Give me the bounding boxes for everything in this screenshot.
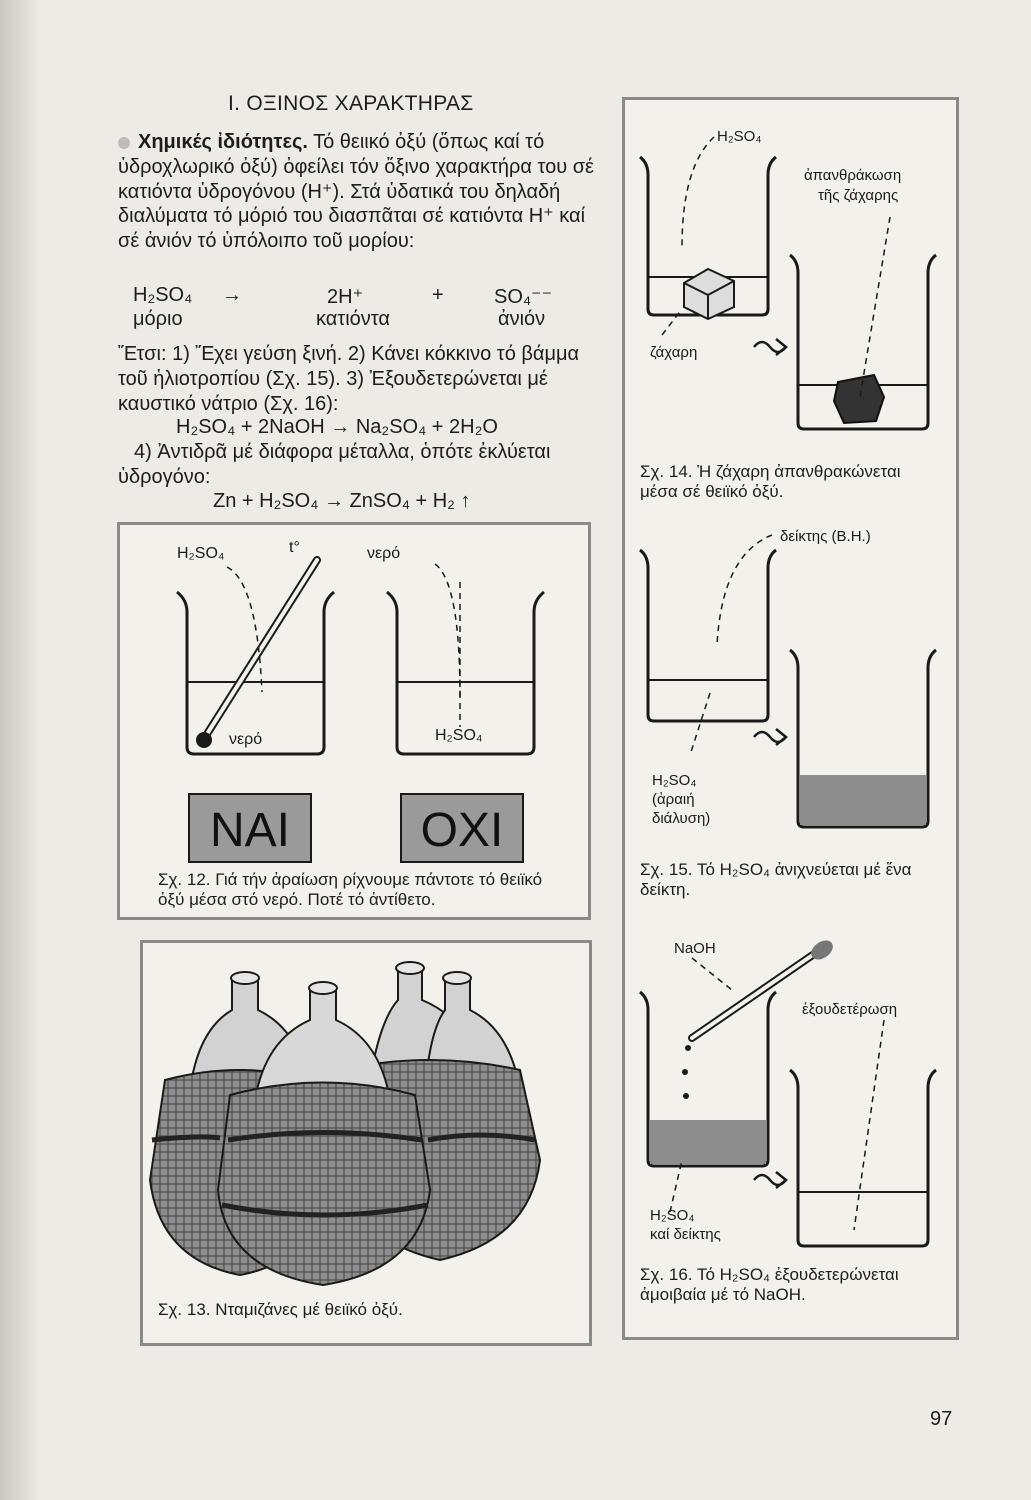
fig12-label-acid-bottom: H₂SO₄: [435, 727, 483, 744]
drop-icon: [683, 1093, 689, 1099]
figure-14-drawing: [622, 97, 959, 497]
chem-props-intro: Τό θειικό ὀξύ (ὅπως καί τό ὑδροχλωρικό ὀξύ) ὀφείλει τόν ὄξινο χαρακτήρα του σέ κατιόντα ὑδρογόνου (H⁺). Στά ὑδατικά του δηλαδή διαλύματα τό μόριό του διασπᾶται σέ κατιόντα H⁺ καί σέ ἀνιόν τό ὑπόλοιπο τοῦ μορίου:: [118, 131, 594, 253]
fig12-caption: Σχ. 12. Γιά τήν ἀραίωση ρίχνουμε πάντοτε τό θειϊκό ὀξύ μέσα στό νερό. Ποτέ τό ἀντίθετο.: [158, 870, 543, 909]
dissociation-reactant: H₂SO₄: [133, 284, 193, 306]
section-title: Ι. ΟΞΙΝΟΣ ΧΑΡΑΚΤΗΡΑΣ: [228, 92, 474, 115]
metals-paragraph: [118, 440, 608, 490]
fig16-colored-solution: [650, 1120, 766, 1164]
figure-13-drawing: [140, 940, 592, 1346]
sign-no-text: ΟΧΙ: [420, 804, 504, 857]
chem-props-paragraph: [118, 130, 608, 254]
fig16-label-acid: H₂SO₄: [650, 1207, 695, 1224]
fig13-caption: Σχ. 13. Νταμιζάνες μέ θειϊκό ὀξύ.: [158, 1300, 403, 1319]
figure-12-drawing: [117, 522, 591, 920]
charred-sugar-icon: [834, 375, 884, 423]
sign-yes-text: ΝΑΙ: [209, 804, 291, 857]
fig15-colored-solution: [800, 775, 926, 825]
label-molecule: μόριο: [133, 308, 183, 330]
drop-icon: [685, 1045, 691, 1051]
fig16-label-neutral: ἐξουδετέρωση: [802, 1001, 898, 1018]
fig12-label-acid: H₂SO₄: [177, 545, 225, 562]
fig15-label-dilute2: διάλυση): [652, 810, 711, 827]
fig14-label-sugar: ζάχαρη: [650, 344, 698, 361]
fig15-label-indicator: δείκτης (B.H.): [780, 528, 871, 545]
consequences-text: Ἔτσι: 1) Ἔχει γεύση ξινή. 2) Κάνει κόκκινο τό βάμμα τοῦ ἡλιοτροπίου (Σχ. 15). 3) Ἐξουδετερώνεται μέ καυστικό νάτριο (Σχ. 16):: [118, 343, 580, 415]
drop-icon: [682, 1069, 688, 1075]
arrow-icon: [754, 339, 786, 355]
fig16-label-naoh: NaOH: [674, 940, 716, 957]
figure-16-drawing: [622, 920, 959, 1260]
fig14-label-acid: H₂SO₄: [717, 128, 762, 145]
chem-props-heading: Χημικές ἰδιότητες.: [138, 131, 308, 153]
fig12-label-water: νερό: [229, 731, 263, 748]
fig14-label-char1: ἀπανθράκωση: [804, 167, 902, 184]
equation-neutralization: H₂SO₄ + 2NaOH → Na₂SO₄ + 2H₂O: [176, 416, 498, 438]
fig14-caption: Σχ. 14. Ἡ ζάχαρη ἀπανθρακώνεται μέσα σέ θειϊκό ὀξύ.: [640, 462, 901, 501]
beaker-left: [177, 592, 334, 754]
label-cations: κατιόντα: [316, 308, 390, 330]
label-anion: ἀνιόν: [498, 308, 546, 330]
consequences-paragraph: [118, 342, 608, 416]
fig15-label-dilute1: (ἀραιή: [652, 791, 695, 808]
bullet-icon: [118, 137, 130, 149]
fig12-label-water-top: νερό: [367, 545, 401, 562]
dissociation-arrow: →: [222, 284, 242, 306]
fig12-label-temp: t°: [289, 539, 300, 556]
fig15-beaker-left: [640, 550, 776, 721]
page-edge-shadow: [0, 0, 40, 1500]
dissociation-anion: SO₄⁻⁻: [494, 286, 553, 308]
fig15-caption: Σχ. 15. Τό H₂SO₄ ἀνιχνεύεται μέ ἕνα δείκτη.: [640, 860, 912, 899]
fig16-beaker-right: [790, 1070, 936, 1246]
fig16-caption: Σχ. 16. Τό H₂SO₄ ἐξουδετερώνεται ἀμοιβαία μέ τό NaOH.: [640, 1265, 899, 1304]
thermometer-icon: [196, 560, 317, 748]
fig16-label-indicator: καί δείκτης: [650, 1226, 721, 1243]
equation-metal: Zn + H₂SO₄ → ZnSO₄ + H₂ ↑: [213, 490, 471, 512]
page-number: 97: [930, 1408, 953, 1430]
metals-text: 4) Ἀντιδρᾶ μέ διάφορα μέταλλα, ὁπότε ἐκλύεται ὑδρογόνο:: [118, 441, 551, 488]
dissociation-plus: +: [432, 284, 444, 306]
arrow-icon: [754, 1172, 786, 1188]
fig15-label-acid: H₂SO₄: [652, 772, 697, 789]
figure-15-drawing: [622, 505, 959, 865]
fig14-label-char2: τῆς ζάχαρης: [818, 187, 899, 204]
dissociation-cation: 2H⁺: [327, 286, 364, 308]
arrow-icon: [754, 729, 786, 745]
demijohn-group: [150, 962, 540, 1285]
